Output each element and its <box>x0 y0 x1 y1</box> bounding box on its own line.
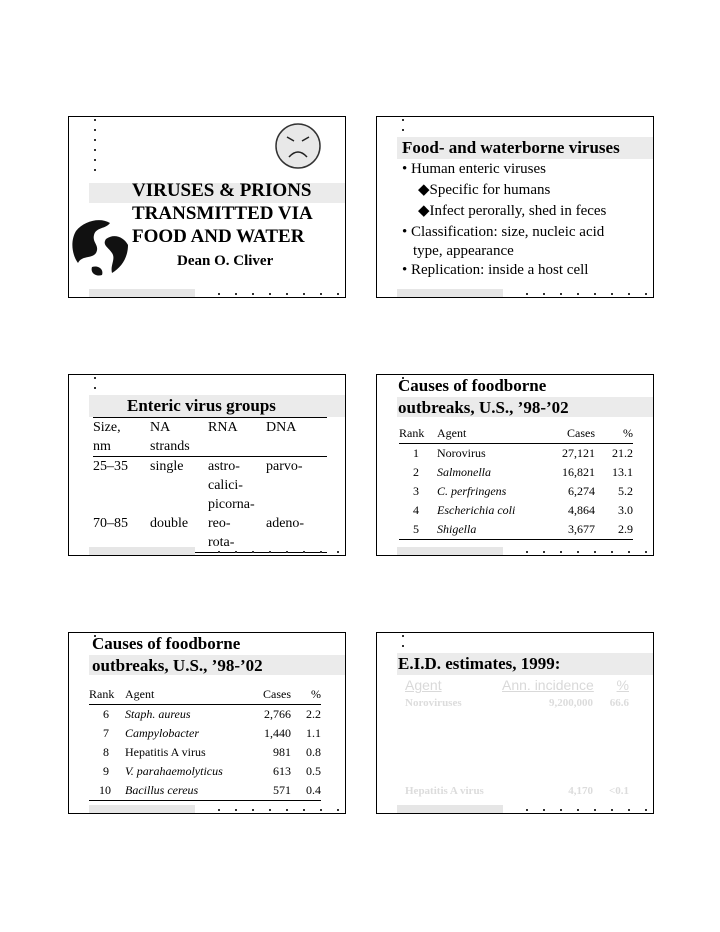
cell: double <box>150 516 189 531</box>
cell: single <box>150 459 184 474</box>
agent-cell: Noroviruses <box>405 697 462 709</box>
table-row <box>89 781 321 801</box>
slide-4-title <box>398 375 569 419</box>
title-line: outbreaks, U.S., ’98-’02 <box>92 656 263 675</box>
table-row <box>399 520 633 540</box>
agent-cell: Hepatitis A virus <box>405 785 484 797</box>
pct-cell: 21.2 <box>612 446 633 460</box>
table-row <box>89 743 321 762</box>
pct-cell: 66.6 <box>609 697 629 709</box>
header-pct: % <box>623 426 633 440</box>
incidence-cell: 4,170 <box>568 785 593 797</box>
agent-cell: Campylobacter <box>125 726 199 740</box>
footer-bar <box>89 289 195 297</box>
table-row <box>399 501 633 520</box>
header-row <box>89 685 321 705</box>
rank-cell: 5 <box>413 522 419 536</box>
sub-bullet-item: ◆Infect perorally, shed in feces <box>418 203 607 219</box>
globe-icon <box>68 215 134 281</box>
agent-cell: Hepatitis A virus <box>125 745 206 759</box>
cases-cell: 981 <box>273 745 291 759</box>
table-row <box>399 482 633 501</box>
pct-cell: 1.1 <box>306 726 321 740</box>
title-line: outbreaks, U.S., ’98-’02 <box>398 398 569 417</box>
cases-cell: 2,766 <box>264 707 291 721</box>
bullet-item-continued: type, appearance <box>413 243 514 259</box>
dot-row <box>526 293 647 295</box>
slide-1 <box>68 116 346 298</box>
rank-cell: 4 <box>413 503 419 517</box>
rank-cell: 2 <box>413 465 419 479</box>
cell: calici- <box>208 478 243 493</box>
agent-cell: C. perfringens <box>437 484 507 498</box>
slide-1-title <box>132 179 313 248</box>
agent-cell: V. parahaemolyticus <box>125 764 223 778</box>
title-line: Causes of foodborne <box>92 634 241 653</box>
agent-cell: Salmonella <box>437 465 491 479</box>
slide-5-title <box>92 633 263 677</box>
bullet-list <box>402 159 606 281</box>
agent-cell: Bacillus cereus <box>125 783 199 797</box>
header-pct: % <box>311 687 321 701</box>
rank-cell: 6 <box>103 707 109 721</box>
cell: astro- <box>208 459 240 474</box>
dot-row <box>218 551 339 553</box>
incidence-cell: 9,200,000 <box>549 697 593 709</box>
outbreaks-table <box>399 424 633 540</box>
agent-cell: Staph. aureus <box>125 707 191 721</box>
slide-5 <box>68 632 346 814</box>
rank-cell: 8 <box>103 745 109 759</box>
dot-row <box>526 809 647 811</box>
dot-row <box>218 809 339 811</box>
cases-cell: 27,121 <box>562 446 595 460</box>
title-line: Causes of foodborne <box>398 376 547 395</box>
header-cell: nm <box>93 439 111 454</box>
cell: adeno- <box>266 516 305 531</box>
title-line: TRANSMITTED VIA <box>132 203 313 224</box>
header-rank: Rank <box>89 687 115 701</box>
header-agent: Agent <box>125 687 155 701</box>
slide-2-title: Food- and waterborne viruses <box>402 138 620 157</box>
header-cell: NA <box>150 420 171 435</box>
footer-bar <box>89 547 195 555</box>
cell: rota- <box>208 535 235 550</box>
dot-row <box>526 551 647 553</box>
slide-3-title: Enteric virus groups <box>127 396 276 415</box>
cases-cell: 6,274 <box>568 484 595 498</box>
cases-cell: 613 <box>273 764 291 778</box>
pct-cell: 0.5 <box>306 764 321 778</box>
slide-4 <box>376 374 654 556</box>
bullet-item: • Replication: inside a host cell <box>402 262 589 278</box>
header-row <box>399 424 633 444</box>
header-incidence: Ann. incidence <box>502 677 594 693</box>
header-cases: Cases <box>567 426 595 440</box>
faded-row <box>405 697 629 713</box>
cell: picorna- <box>208 497 255 512</box>
cell: parvo- <box>266 459 303 474</box>
rank-cell: 9 <box>103 764 109 778</box>
header-cell: DNA <box>266 420 297 435</box>
rank-cell: 3 <box>413 484 419 498</box>
agent-cell: Escherichia coli <box>437 503 516 517</box>
faded-row <box>405 785 629 801</box>
pct-cell: 5.2 <box>618 484 633 498</box>
header-pct: % <box>616 677 629 693</box>
dot-row <box>218 293 339 295</box>
cases-cell: 3,677 <box>568 522 595 536</box>
header-cases: Cases <box>263 687 291 701</box>
table-row <box>89 705 321 725</box>
virus-groups-table <box>93 417 327 553</box>
bullet-item: • Human enteric viruses <box>402 161 546 177</box>
cell: 70–85 <box>93 516 128 531</box>
title-line: VIRUSES & PRIONS <box>132 180 312 201</box>
cases-cell: 571 <box>273 783 291 797</box>
pct-cell: 0.4 <box>306 783 321 797</box>
rank-cell: 1 <box>413 446 419 460</box>
slide-6-title: E.I.D. estimates, 1999: <box>398 654 561 673</box>
pct-cell: 2.9 <box>618 522 633 536</box>
slide-2 <box>376 116 654 298</box>
header-row <box>93 418 327 457</box>
pct-cell: <0.1 <box>608 785 629 797</box>
footer-bar <box>397 547 503 555</box>
bullet-item: • Classification: size, nucleic acid <box>402 224 605 240</box>
header-rank: Rank <box>399 426 425 440</box>
table-row <box>89 724 321 743</box>
footer-bar <box>397 289 503 297</box>
agent-cell: Norovirus <box>437 446 486 460</box>
rank-cell: 7 <box>103 726 109 740</box>
footer-bar <box>397 805 503 813</box>
table-row <box>89 762 321 781</box>
table-row <box>399 444 633 464</box>
sub-bullet-item: ◆Specific for humans <box>418 182 551 198</box>
pct-cell: 13.1 <box>612 465 633 479</box>
table-row <box>399 463 633 482</box>
footer-bar <box>89 805 195 813</box>
cases-cell: 4,864 <box>568 503 595 517</box>
slide-6 <box>376 632 654 814</box>
header-cell: strands <box>150 439 190 454</box>
cases-cell: 16,821 <box>562 465 595 479</box>
pct-cell: 2.2 <box>306 707 321 721</box>
header-agent: Agent <box>437 426 467 440</box>
header-agent: Agent <box>405 677 442 693</box>
cell: reo- <box>208 516 231 531</box>
header-cell: RNA <box>208 420 238 435</box>
author: Dean O. Cliver <box>177 253 274 269</box>
pct-cell: 3.0 <box>618 503 633 517</box>
rank-cell: 10 <box>99 783 111 797</box>
agent-cell: Shigella <box>437 522 477 536</box>
slide-3 <box>68 374 346 556</box>
frowning-face-icon <box>273 121 323 171</box>
table-row <box>93 457 327 515</box>
pct-cell: 0.8 <box>306 745 321 759</box>
header-cell: Size, <box>93 420 121 435</box>
dot-column <box>402 119 405 139</box>
dot-column <box>94 119 97 179</box>
cell: 25–35 <box>93 459 128 474</box>
outbreaks-table <box>89 685 321 801</box>
faded-header-row <box>405 677 629 695</box>
title-line: FOOD AND WATER <box>132 226 305 247</box>
cases-cell: 1,440 <box>264 726 291 740</box>
